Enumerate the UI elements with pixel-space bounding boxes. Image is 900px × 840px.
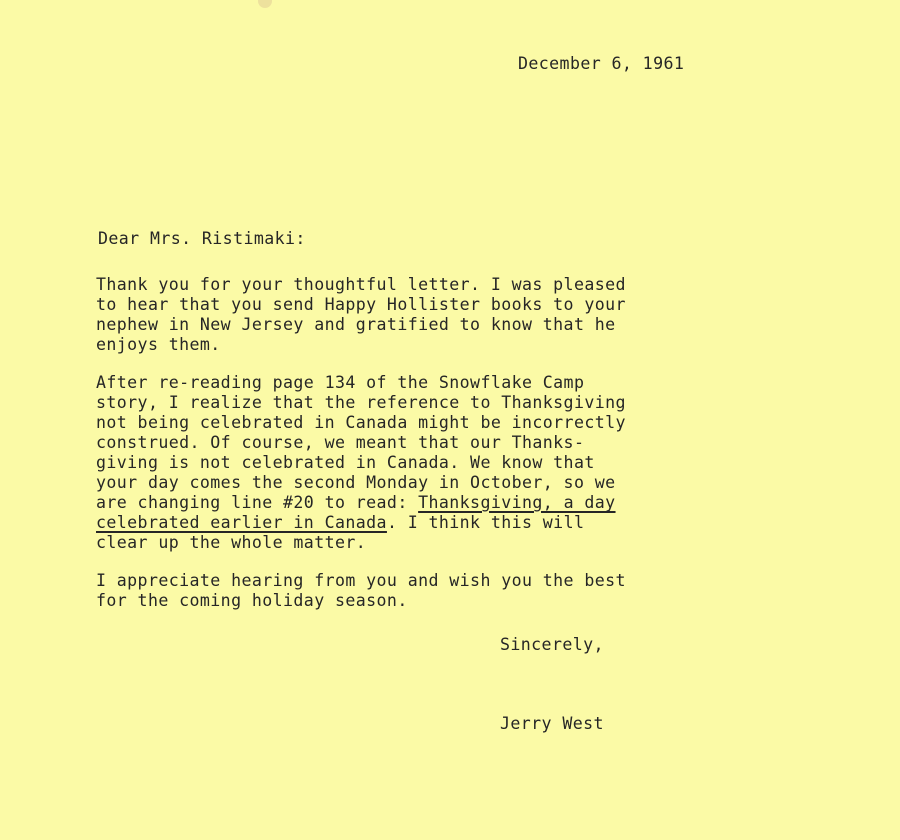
paragraph-line <box>96 513 736 533</box>
paragraph-line: story, I realize that the reference to Thanksgiving <box>96 393 626 412</box>
paragraph-line: clear up the whole matter. <box>96 533 367 552</box>
salutation: Dear Mrs. Ristimaki: <box>98 229 306 248</box>
paragraph-line: your day comes the second Monday in October, so we <box>96 473 616 492</box>
paragraph-2 <box>96 373 736 553</box>
paragraph-line: giving is not celebrated in Canada. We know that <box>96 453 595 472</box>
paragraph-line: nephew in New Jersey and gratified to know that he <box>96 315 616 334</box>
underlined-text: Thanksgiving, a day <box>418 493 616 512</box>
line-text: are changing line #20 to read: <box>96 493 419 512</box>
closing: Sincerely, <box>500 635 604 654</box>
paragraph-1 <box>96 275 736 355</box>
paper-stain <box>258 0 272 8</box>
paragraph-line: to hear that you send Happy Hollister books to your <box>96 295 626 314</box>
paragraph-line: construed. Of course, we meant that our Thanks- <box>96 433 585 452</box>
paragraph-3 <box>96 571 736 611</box>
paragraph-line: After re-reading page 134 of the Snowflake Camp <box>96 373 585 392</box>
letter-date: December 6, 1961 <box>518 54 685 73</box>
signature-name: Jerry West <box>500 714 604 733</box>
paragraph-line: Thank you for your thoughtful letter. I was pleased <box>96 275 626 294</box>
underlined-text: celebrated earlier in Canada <box>96 513 387 532</box>
line-text: . I think this will <box>386 513 585 532</box>
paragraph-line: for the coming holiday season. <box>96 591 408 610</box>
paragraph-line: I appreciate hearing from you and wish you the best <box>96 571 626 590</box>
paragraph-line: enjoys them. <box>96 335 221 354</box>
paragraph-line <box>96 493 736 513</box>
paragraph-line: not being celebrated in Canada might be incorrectly <box>96 413 626 432</box>
